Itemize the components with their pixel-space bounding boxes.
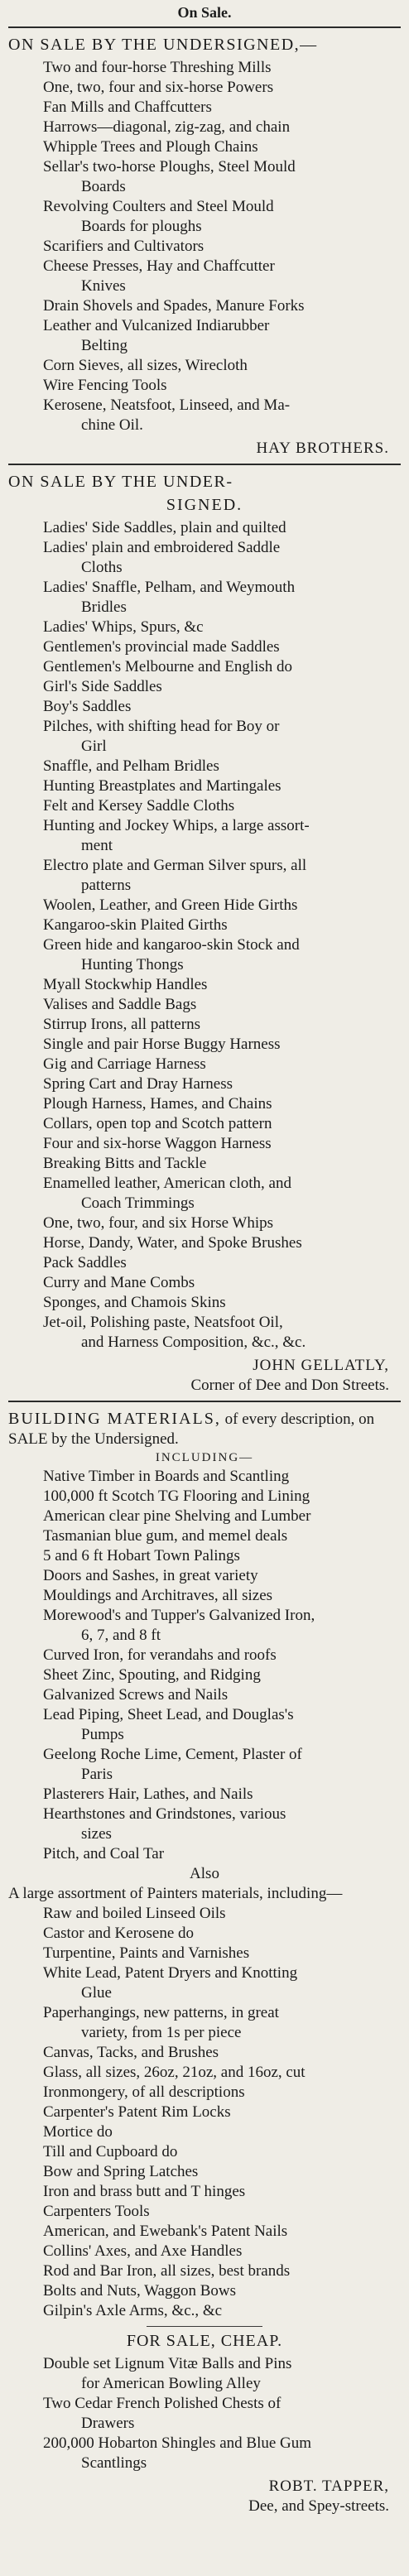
list-item: Woolen, Leather, and Green Hide Girths bbox=[43, 896, 298, 914]
list-item: Double set Lignum Vitæ Balls and Pins bbox=[43, 2355, 292, 2372]
list-item: One, two, four and six-horse Powers bbox=[43, 79, 274, 96]
list-item: Ladies' Snaffle, Pelham, and Weymouth bbox=[43, 579, 296, 596]
list-item: 5 and 6 ft Hobart Town Palings bbox=[43, 1547, 240, 1564]
list-item: Breaking Bitts and Tackle bbox=[43, 1155, 207, 1172]
ad-divider bbox=[8, 464, 401, 465]
list-item: Curry and Mane Combs bbox=[43, 1274, 195, 1291]
list-item: Scantlings bbox=[81, 2454, 147, 2472]
list-item: Boards for ploughs bbox=[81, 218, 202, 235]
list-item: Rod and Bar Iron, all sizes, best brands bbox=[43, 2262, 291, 2280]
list-item: Bow and Spring Latches bbox=[43, 2163, 199, 2180]
list-item: Hunting and Jockey Whips, a large assort- bbox=[43, 817, 310, 834]
list-item: Belting bbox=[81, 337, 128, 354]
list-item: Glass, all sizes, 26oz, 21oz, and 16oz, cut bbox=[43, 2064, 306, 2081]
ad2-signature: JOHN GELLATLY, bbox=[253, 1357, 389, 1374]
list-item: Boy's Saddles bbox=[43, 698, 132, 715]
list-item: Drain Shovels and Spades, Manure Forks bbox=[43, 297, 305, 315]
list-item: sizes bbox=[81, 1825, 112, 1843]
list-item: Myall Stockwhip Handles bbox=[43, 976, 208, 993]
list-item: Bolts and Nuts, Waggon Bows bbox=[43, 2282, 236, 2300]
ad3-opening-rest: of every description, on SALE by the Undersigned. bbox=[8, 1411, 375, 1448]
list-item: Galvanized Screws and Nails bbox=[43, 1686, 229, 1704]
ad1-signature: HAY BROTHERS. bbox=[256, 440, 389, 457]
list-item: Canvas, Tacks, and Brushes bbox=[43, 2044, 219, 2061]
list-item: Green hide and kangaroo-skin Stock and bbox=[43, 936, 300, 954]
list-item: Two and four-horse Threshing Mills bbox=[43, 59, 272, 76]
list-item: Knives bbox=[81, 277, 126, 295]
list-item: Pack Saddles bbox=[43, 1254, 127, 1271]
list-item: One, two, four, and six Horse Whips bbox=[43, 1214, 274, 1232]
list-item: for American Bowling Alley bbox=[81, 2375, 261, 2392]
list-item: Ladies' Whips, Spurs, &c bbox=[43, 618, 204, 636]
ad2-opening: ON SALE BY THE UNDER- bbox=[8, 473, 233, 491]
list-item: Tasmanian blue gum, and memel deals bbox=[43, 1527, 288, 1545]
list-item: Carpenters Tools bbox=[43, 2203, 150, 2220]
list-item: Collars, open top and Scotch pattern bbox=[43, 1115, 272, 1132]
list-item: Hunting Breastplates and Martingales bbox=[43, 777, 281, 795]
list-item: Geelong Roche Lime, Cement, Plaster of bbox=[43, 1746, 302, 1763]
list-item: Castor and Kerosene do bbox=[43, 1925, 195, 1942]
list-item: Wire Fencing Tools bbox=[43, 377, 167, 394]
list-item: Mouldings and Architraves, all sizes bbox=[43, 1587, 273, 1604]
ad3-item-list-2 bbox=[43, 1904, 401, 2321]
list-item: Paris bbox=[81, 1766, 113, 1783]
list-item: Lead Piping, Sheet Lead, and Douglas's bbox=[43, 1706, 294, 1723]
list-item: variety, from 1s per piece bbox=[81, 2024, 242, 2041]
list-item: Leather and Vulcanized Indiarubber bbox=[43, 317, 270, 334]
list-item: Cloths bbox=[81, 559, 123, 576]
ad-robt-tapper bbox=[8, 1409, 401, 2516]
list-item: Ladies' Side Saddles, plain and quilted bbox=[43, 519, 286, 536]
list-item: Harrows—diagonal, zig-zag, and chain bbox=[43, 118, 291, 136]
list-item: chine Oil. bbox=[81, 416, 143, 434]
list-item: Whipple Trees and Plough Chains bbox=[43, 138, 258, 156]
ad3-signature: ROBT. TAPPER, bbox=[268, 2477, 389, 2495]
list-item: Sheet Zinc, Spouting, and Ridging bbox=[43, 1666, 261, 1684]
list-item: and Harness Composition, &c., &c. bbox=[81, 1334, 306, 1351]
column-header: On Sale. bbox=[177, 4, 232, 21]
list-item: Snaffle, and Pelham Bridles bbox=[43, 757, 219, 775]
ad1-opening: ON SALE BY THE UNDERSIGNED,— bbox=[8, 36, 318, 54]
list-item: Four and six-horse Waggon Harness bbox=[43, 1135, 272, 1152]
list-item: Stirrup Irons, all patterns bbox=[43, 1016, 200, 1033]
list-item: Native Timber in Boards and Scantling bbox=[43, 1468, 290, 1485]
list-item: ment bbox=[81, 837, 113, 854]
list-item: Electro plate and German Silver spurs, all bbox=[43, 857, 307, 874]
list-item: Coach Trimmings bbox=[81, 1194, 195, 1212]
ad3-opening-para bbox=[8, 1409, 401, 1449]
ad2-address: Corner of Dee and Don Streets. bbox=[190, 1377, 389, 1394]
list-item: Gentlemen's provincial made Saddles bbox=[43, 638, 280, 656]
list-item: White Lead, Patent Dryers and Knotting bbox=[43, 1964, 298, 1982]
list-item: Boards bbox=[81, 178, 126, 195]
ad3-item-list-3 bbox=[43, 2354, 401, 2473]
list-item: Girl bbox=[81, 738, 107, 755]
list-item: Paperhangings, new patterns, in great bbox=[43, 2004, 279, 2021]
list-item: American clear pine Shelving and Lumber bbox=[43, 1507, 311, 1525]
list-item: Cheese Presses, Hay and Chaffcutter bbox=[43, 257, 275, 275]
list-item: Curved Iron, for verandahs and roofs bbox=[43, 1646, 277, 1664]
list-item: Ironmongery, of all descriptions bbox=[43, 2083, 245, 2101]
list-item: Gig and Carriage Harness bbox=[43, 1055, 206, 1073]
ad2-opening-cont: SIGNED. bbox=[166, 496, 243, 514]
list-item: Ladies' plain and embroidered Saddle bbox=[43, 539, 281, 556]
list-item: Gentlemen's Melbourne and English do bbox=[43, 658, 293, 675]
list-item: Pilches, with shifting head for Boy or bbox=[43, 718, 280, 735]
list-item: Glue bbox=[81, 1984, 112, 2002]
list-item: Horse, Dandy, Water, and Spoke Brushes bbox=[43, 1234, 302, 1252]
ad2-item-list bbox=[43, 518, 401, 1353]
list-item: Kangaroo-skin Plaited Girths bbox=[43, 916, 228, 934]
ad3-item-list bbox=[43, 1467, 401, 1864]
ad3-including: INCLUDING— bbox=[155, 1451, 254, 1464]
list-item: Iron and brass butt and T hinges bbox=[43, 2183, 246, 2200]
list-item: Spring Cart and Dray Harness bbox=[43, 1075, 233, 1093]
list-item: Plough Harness, Hames, and Chains bbox=[43, 1095, 272, 1113]
ad3-small-rule bbox=[147, 2326, 262, 2327]
list-item: Sellar's two-horse Ploughs, Steel Mould bbox=[43, 158, 296, 175]
list-item: Morewood's and Tupper's Galvanized Iron, bbox=[43, 1607, 315, 1624]
ad-john-gellatly bbox=[8, 472, 401, 1396]
ad3-opening: BUILDING MATERIALS, bbox=[8, 1410, 221, 1428]
list-item: Hearthstones and Grindstones, various bbox=[43, 1805, 286, 1823]
list-item: Collins' Axes, and Axe Handles bbox=[43, 2242, 243, 2260]
list-item: Turpentine, Paints and Varnishes bbox=[43, 1944, 250, 1962]
list-item: Carpenter's Patent Rim Locks bbox=[43, 2103, 231, 2121]
list-item: Bridles bbox=[81, 598, 127, 616]
list-item: American, and Ewebank's Patent Nails bbox=[43, 2223, 288, 2240]
ad3-for-sale: FOR SALE, CHEAP. bbox=[126, 2332, 283, 2350]
list-item: Two Cedar French Polished Chests of bbox=[43, 2395, 281, 2412]
list-item: 200,000 Hobarton Shingles and Blue Gum bbox=[43, 2434, 312, 2452]
list-item: Kerosene, Neatsfoot, Linseed, and Ma- bbox=[43, 396, 291, 414]
ad1-item-list bbox=[43, 58, 401, 435]
ad3-paint-intro: A large assortment of Painters materials, including— bbox=[8, 1885, 343, 1902]
list-item: patterns bbox=[81, 877, 132, 894]
ad3-address: Dee, and Spey-streets. bbox=[248, 2497, 389, 2515]
list-item: 100,000 ft Scotch TG Flooring and Lining bbox=[43, 1487, 310, 1505]
list-item: Girl's Side Saddles bbox=[43, 678, 162, 695]
list-item: Raw and boiled Linseed Oils bbox=[43, 1905, 226, 1922]
list-item: Doors and Sashes, in great variety bbox=[43, 1567, 258, 1584]
list-item: Pitch, and Coal Tar bbox=[43, 1845, 165, 1862]
list-item: Felt and Kersey Saddle Cloths bbox=[43, 797, 235, 815]
list-item: Jet-oil, Polishing paste, Neatsfoot Oil, bbox=[43, 1314, 283, 1331]
list-item: Valises and Saddle Bags bbox=[43, 996, 197, 1013]
list-item: Sponges, and Chamois Skins bbox=[43, 1294, 226, 1311]
list-item: Gilpin's Axle Arms, &c., &c bbox=[43, 2302, 223, 2319]
ad-hay-brothers bbox=[8, 35, 401, 459]
list-item: 6, 7, and 8 ft bbox=[81, 1627, 161, 1644]
list-item: Drawers bbox=[81, 2415, 135, 2432]
list-item: Single and pair Horse Buggy Harness bbox=[43, 1036, 281, 1053]
list-item: Scarifiers and Cultivators bbox=[43, 238, 204, 255]
list-item: Mortice do bbox=[43, 2123, 113, 2141]
list-item: Fan Mills and Chaffcutters bbox=[43, 99, 212, 116]
header-rule bbox=[8, 26, 401, 28]
list-item: Revolving Coulters and Steel Mould bbox=[43, 198, 274, 215]
list-item: Plasterers Hair, Lathes, and Nails bbox=[43, 1785, 253, 1803]
list-item: Till and Cupboard do bbox=[43, 2143, 178, 2160]
list-item: Corn Sieves, all sizes, Wirecloth bbox=[43, 357, 248, 374]
list-item: Enamelled leather, American cloth, and bbox=[43, 1175, 291, 1192]
list-item: Pumps bbox=[81, 1726, 124, 1743]
ad-divider bbox=[8, 1401, 401, 1402]
ad3-also: Also bbox=[190, 1865, 219, 1882]
list-item: Hunting Thongs bbox=[81, 956, 184, 973]
